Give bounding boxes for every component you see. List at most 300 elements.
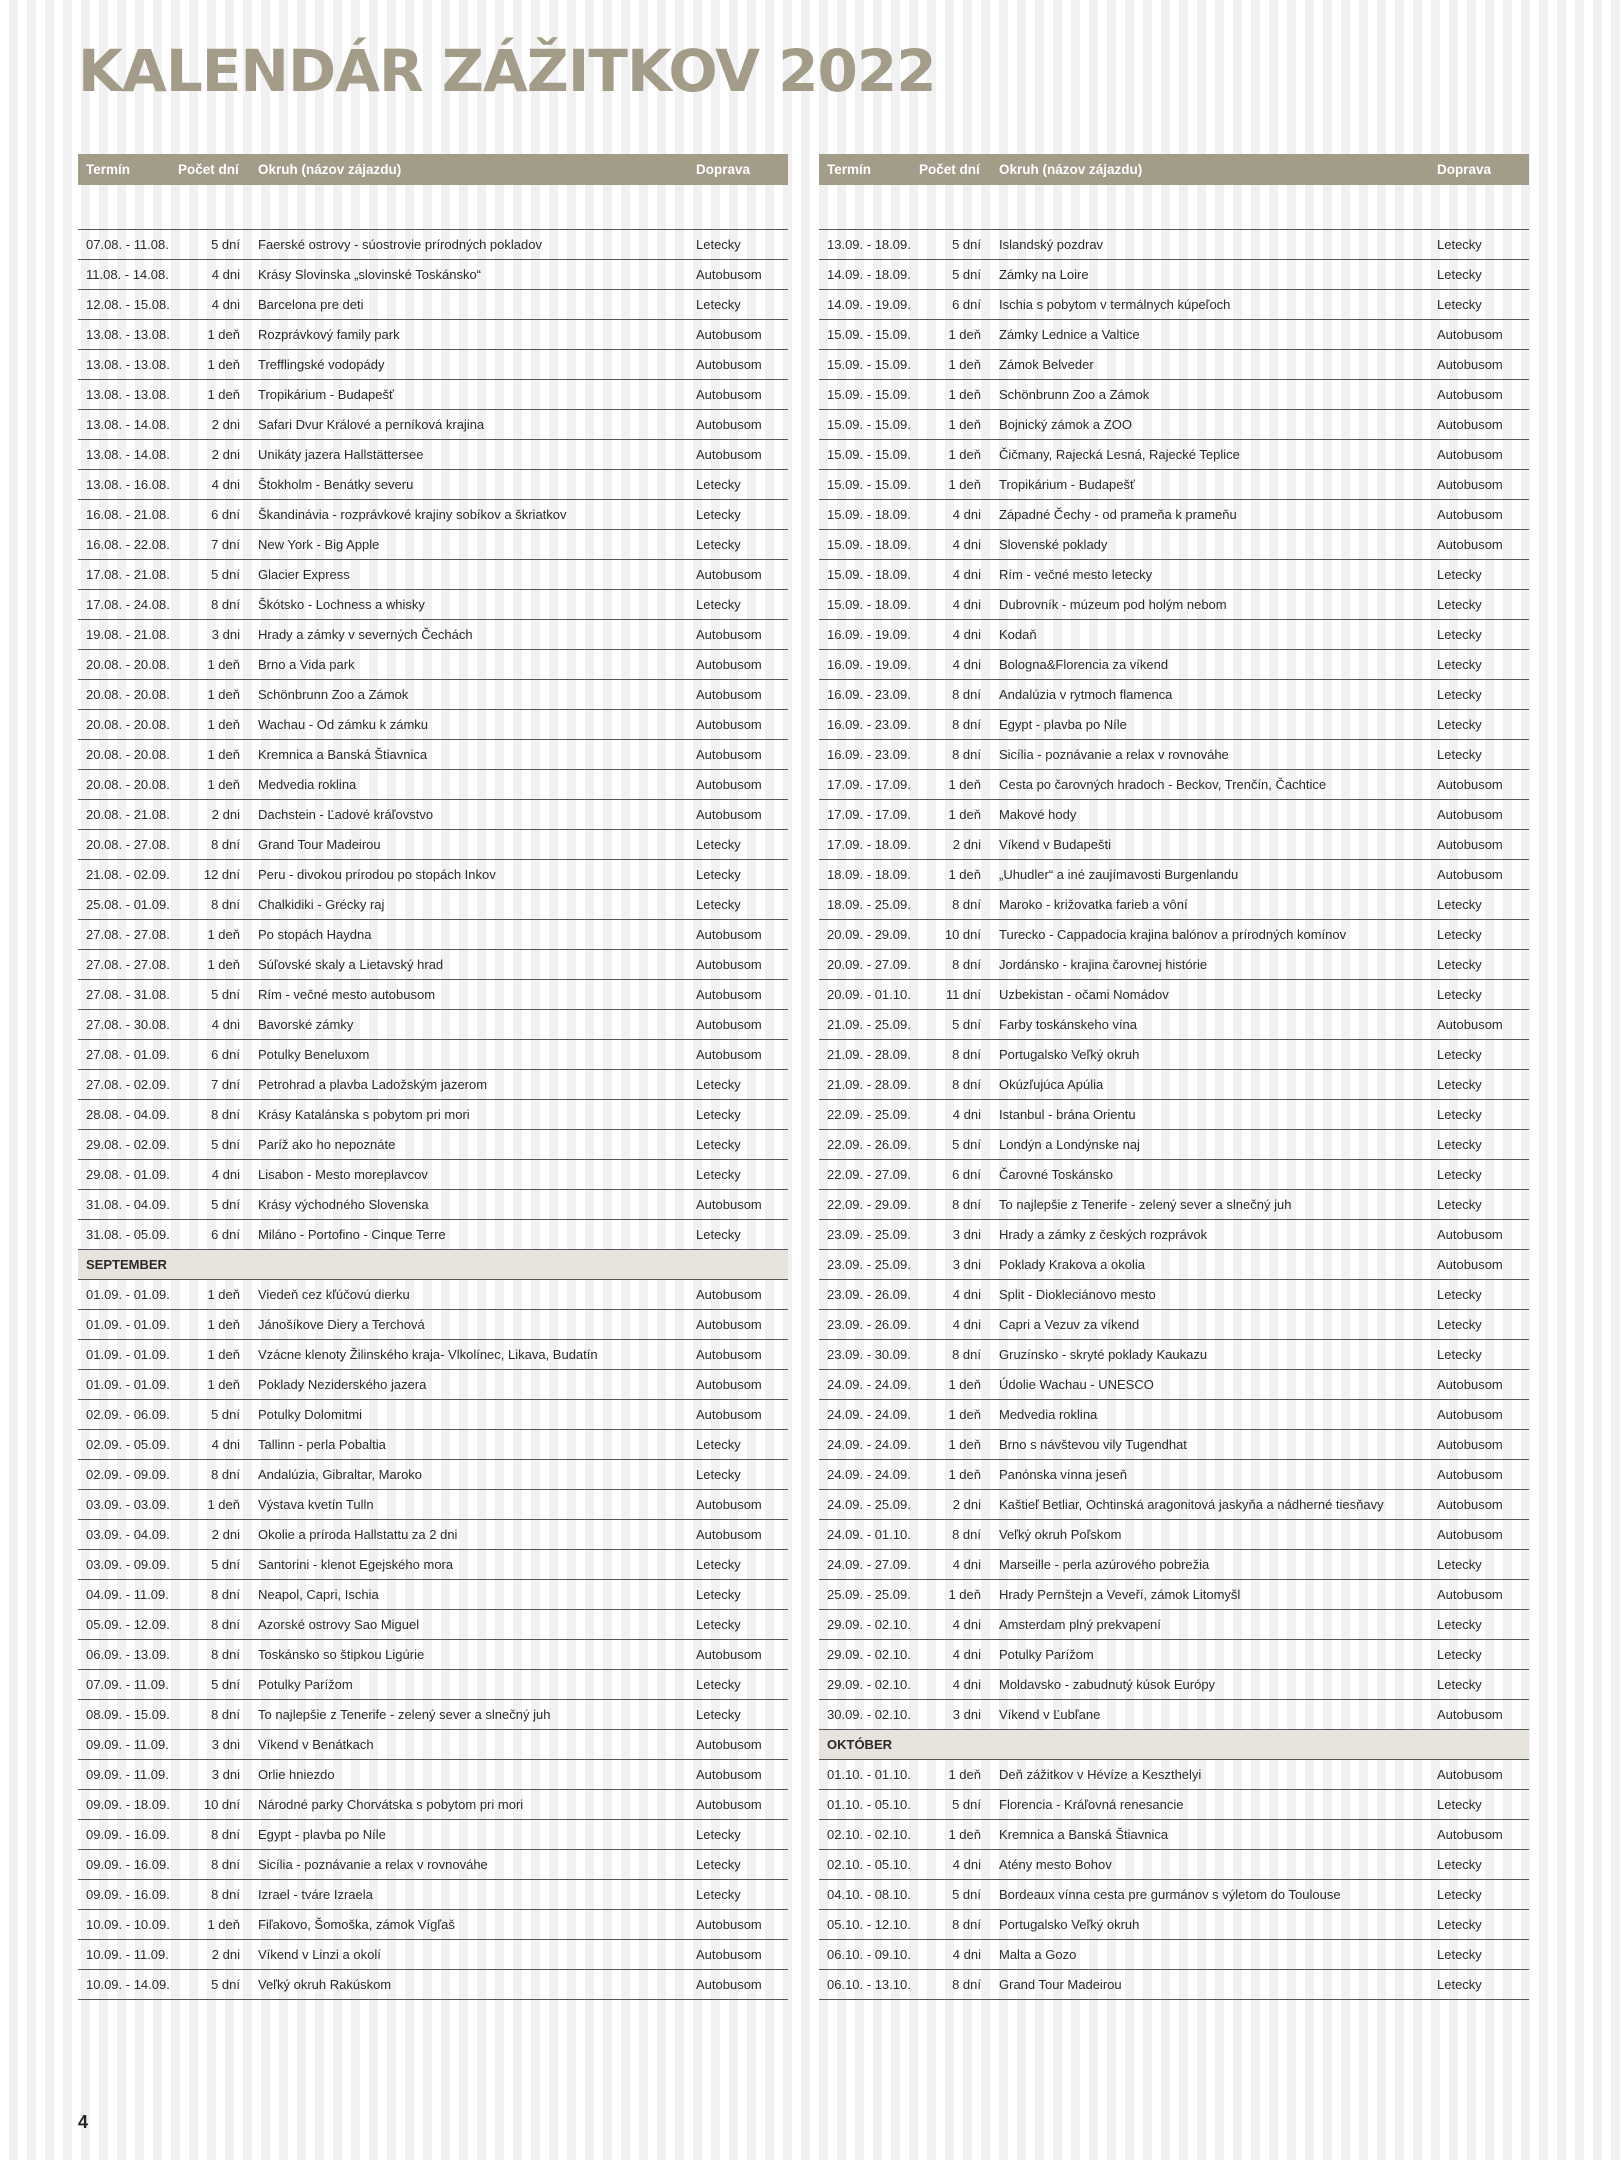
trip-name: Farby toskánskeho vína (999, 1017, 1138, 1032)
table-row (78, 1880, 788, 1910)
trip-duration: 2 dni (952, 1497, 981, 1512)
table-row (819, 1340, 1529, 1370)
trip-transport: Autobusom (696, 1047, 762, 1062)
trip-dates: 14.09. - 18.09. (827, 267, 911, 282)
trip-duration: 4 dni (211, 1017, 240, 1032)
trip-name: Potulky Dolomitmi (258, 1407, 363, 1422)
header-transport: Doprava (1437, 162, 1492, 177)
trip-transport: Autobusom (696, 807, 762, 822)
trip-duration: 5 dní (211, 1137, 240, 1152)
trip-duration: 4 dni (952, 1947, 981, 1962)
trip-dates: 30.09. - 02.10. (827, 1707, 911, 1722)
table-row (819, 1910, 1529, 1940)
trip-dates: 02.09. - 05.09. (86, 1437, 170, 1452)
trip-name: Údolie Wachau - UNESCO (999, 1377, 1154, 1392)
trip-dates: 13.08. - 16.08. (86, 477, 170, 492)
trip-name: Egypt - plavba po Níle (258, 1827, 386, 1842)
trip-dates: 20.08. - 21.08. (86, 807, 170, 822)
trip-name: Grand Tour Madeirou (258, 837, 381, 852)
trip-dates: 09.09. - 11.09. (86, 1737, 169, 1752)
trip-name: Andalúzia, Gibraltar, Maroko (258, 1467, 423, 1482)
trip-name: Glacier Express (258, 567, 350, 582)
trip-name: Dachstein - Ľadové kráľovstvo (258, 807, 434, 822)
table-row (78, 1700, 788, 1730)
trip-dates: 03.09. - 04.09. (86, 1527, 170, 1542)
trip-dates: 23.09. - 30.09. (827, 1347, 911, 1362)
trip-dates: 15.09. - 18.09. (827, 597, 911, 612)
trip-duration: 5 dní (211, 1197, 240, 1212)
trip-duration: 1 deň (207, 1917, 240, 1932)
trip-duration: 1 deň (207, 717, 240, 732)
trip-dates: 10.09. - 14.09. (86, 1977, 170, 1992)
trip-dates: 27.08. - 27.08. (86, 927, 170, 942)
table-row (819, 1010, 1529, 1040)
trip-duration: 1 deň (207, 1497, 240, 1512)
trip-transport: Letecky (1437, 237, 1482, 252)
trip-transport: Letecky (1437, 627, 1482, 642)
trip-name: Uzbekistan - očami Nomádov (999, 987, 1169, 1002)
table-row (78, 1820, 788, 1850)
trip-transport: Letecky (1437, 1647, 1482, 1662)
trip-dates: 21.09. - 25.09. (827, 1017, 911, 1032)
trip-dates: 04.09. - 11.09. (86, 1587, 169, 1602)
trip-transport: Autobusom (696, 627, 762, 642)
trip-transport: Autobusom (696, 777, 762, 792)
trip-dates: 09.09. - 11.09. (86, 1767, 169, 1782)
trip-transport: Letecky (1437, 1347, 1482, 1362)
trip-name: Poklady Neziderského jazera (258, 1377, 427, 1392)
trip-transport: Letecky (696, 1437, 741, 1452)
trip-name: Po stopách Haydna (258, 927, 372, 942)
trip-name: Štokholm - Benátky severu (258, 477, 414, 492)
trip-duration: 1 deň (207, 657, 240, 672)
trip-transport: Autobusom (696, 1977, 762, 1992)
trip-transport: Letecky (1437, 927, 1482, 942)
trip-name: Bojnický zámok a ZOO (999, 417, 1132, 432)
trip-name: Viedeň cez kľúčovú dierku (258, 1287, 410, 1302)
trip-duration: 8 dní (211, 1617, 240, 1632)
trip-name: Hrady Pernštejn a Veveří, zámok Litomyšl (999, 1587, 1241, 1602)
trip-transport: Autobusom (696, 657, 762, 672)
trip-dates: 20.09. - 01.10. (827, 987, 911, 1002)
section-header (78, 1250, 788, 1280)
trip-duration: 4 dni (952, 1107, 981, 1122)
table-row (78, 350, 788, 380)
trip-dates: 20.08. - 20.08. (86, 747, 170, 762)
trip-name: Medvedia roklina (258, 777, 357, 792)
trip-transport: Autobusom (696, 1647, 762, 1662)
trip-transport: Autobusom (696, 1947, 762, 1962)
table-row (78, 1220, 788, 1250)
table-row (819, 830, 1529, 860)
trip-duration: 4 dni (211, 1437, 240, 1452)
table-row (78, 1370, 788, 1400)
trip-name: Unikáty jazera Hallstättersee (258, 447, 424, 462)
trip-duration: 4 dni (211, 267, 240, 282)
trip-transport: Letecky (696, 537, 741, 552)
trip-duration: 6 dní (211, 1227, 240, 1242)
trip-dates: 20.08. - 27.08. (86, 837, 170, 852)
trip-dates: 15.09. - 15.09. (827, 477, 911, 492)
trip-duration: 3 dni (952, 1257, 981, 1272)
trip-dates: 24.09. - 24.09. (827, 1437, 911, 1452)
trip-transport: Letecky (1437, 1977, 1482, 1992)
trip-transport: Autobusom (1437, 1377, 1503, 1392)
trip-transport: Autobusom (1437, 837, 1503, 852)
trip-dates: 15.09. - 15.09. (827, 327, 911, 342)
trip-transport: Letecky (696, 1857, 741, 1872)
table-row (78, 1970, 788, 2000)
table-row (78, 1160, 788, 1190)
trip-dates: 27.08. - 27.08. (86, 957, 170, 972)
trip-name: Kodaň (999, 627, 1037, 642)
trip-transport: Letecky (1437, 1167, 1482, 1182)
table-row (819, 530, 1529, 560)
trip-dates: 15.09. - 18.09. (827, 567, 911, 582)
table-row (78, 440, 788, 470)
trip-transport: Autobusom (696, 1497, 762, 1512)
trip-duration: 8 dní (952, 1047, 981, 1062)
table-row (78, 500, 788, 530)
table-row (819, 1280, 1529, 1310)
trip-name: Fiľakovo, Šomoška, zámok Vígľaš (258, 1917, 455, 1932)
trip-name: Izrael - tváre Izraela (258, 1887, 373, 1902)
trip-name: Peru - divokou prírodou po stopách Inkov (258, 867, 496, 882)
table-row (819, 1700, 1529, 1730)
trip-dates: 21.08. - 02.09. (86, 867, 170, 882)
table-row (819, 1490, 1529, 1520)
trip-duration: 8 dní (952, 1347, 981, 1362)
trip-duration: 1 deň (207, 687, 240, 702)
trip-dates: 24.09. - 01.10. (827, 1527, 911, 1542)
trip-name: Rím - večné mesto letecky (999, 567, 1153, 582)
trip-transport: Letecky (696, 507, 741, 522)
trip-dates: 22.09. - 26.09. (827, 1137, 911, 1152)
trip-name: Cesta po čarovných hradoch - Beckov, Trenčín, Čachtice (999, 777, 1327, 792)
trip-dates: 16.08. - 21.08. (86, 507, 170, 522)
table-row (819, 1880, 1529, 1910)
trip-transport: Letecky (1437, 657, 1482, 672)
trip-transport: Letecky (696, 1107, 741, 1122)
trip-name: Miláno - Portofino - Cinque Terre (258, 1227, 446, 1242)
trip-dates: 23.09. - 26.09. (827, 1287, 911, 1302)
trip-dates: 29.08. - 02.09. (86, 1137, 170, 1152)
table-row (819, 380, 1529, 410)
trip-transport: Autobusom (1437, 1497, 1503, 1512)
trip-dates: 28.08. - 04.09. (86, 1107, 170, 1122)
trip-duration: 5 dní (952, 237, 981, 252)
trip-dates: 15.09. - 15.09. (827, 447, 911, 462)
trip-name: Bologna&Florencia za víkend (999, 657, 1169, 672)
table-row (78, 1040, 788, 1070)
trip-dates: 15.09. - 18.09. (827, 537, 911, 552)
trip-name: Neapol, Capri, Ischia (258, 1587, 379, 1602)
trip-name: Brno a Vida park (258, 657, 355, 672)
trip-transport: Letecky (1437, 1887, 1482, 1902)
trip-dates: 08.09. - 15.09. (86, 1707, 170, 1722)
table-row (78, 1100, 788, 1130)
trip-duration: 4 dni (952, 507, 981, 522)
table-row (819, 1040, 1529, 1070)
trip-transport: Autobusom (696, 1377, 762, 1392)
trip-name: Portugalsko Veľký okruh (999, 1917, 1140, 1932)
table-row (819, 1370, 1529, 1400)
trip-transport: Letecky (696, 867, 741, 882)
trip-duration: 4 dni (952, 597, 981, 612)
trip-transport: Autobusom (1437, 1227, 1503, 1242)
trip-name: Marseille - perla azúrového pobrežia (999, 1557, 1210, 1572)
trip-transport: Letecky (1437, 1107, 1482, 1122)
table-row (819, 920, 1529, 950)
trip-name: Petrohrad a plavba Ladožským jazerom (258, 1077, 488, 1092)
trip-name: Potulky Parížom (258, 1677, 353, 1692)
trip-duration: 1 deň (207, 747, 240, 762)
table-row (78, 1400, 788, 1430)
trip-duration: 8 dní (211, 1857, 240, 1872)
trip-name: Tropikárium - Budapešť (999, 477, 1135, 492)
trip-name: Kremnica a Banská Štiavnica (258, 747, 428, 762)
trip-dates: 21.09. - 28.09. (827, 1077, 911, 1092)
trip-dates: 31.08. - 05.09. (86, 1227, 170, 1242)
table-row (819, 1970, 1529, 2000)
trip-dates: 13.08. - 14.08. (86, 447, 170, 462)
trip-transport: Letecky (696, 1587, 741, 1602)
trip-name: New York - Big Apple (258, 537, 380, 552)
header-transport: Doprava (696, 162, 751, 177)
trip-duration: 3 dni (211, 1737, 240, 1752)
trip-duration: 1 deň (207, 327, 240, 342)
trip-name: Potulky Parížom (999, 1647, 1094, 1662)
trip-duration: 8 dní (211, 1107, 240, 1122)
table-row (819, 800, 1529, 830)
trip-name: Okolie a príroda Hallstattu za 2 dni (258, 1527, 458, 1542)
trip-duration: 2 dni (211, 417, 240, 432)
trip-transport: Letecky (696, 1467, 741, 1482)
trip-dates: 03.09. - 09.09. (86, 1557, 170, 1572)
table-row (78, 1490, 788, 1520)
section-label: OKTÓBER (827, 1737, 892, 1752)
trip-name: Chalkidiki - Grécky raj (258, 897, 385, 912)
table-row (819, 1820, 1529, 1850)
table-row (819, 560, 1529, 590)
trip-dates: 20.08. - 20.08. (86, 687, 170, 702)
trip-duration: 8 dní (952, 1977, 981, 1992)
table-body (819, 230, 1529, 2000)
trip-name: Lisabon - Mesto moreplavcov (258, 1167, 428, 1182)
trip-transport: Letecky (696, 477, 741, 492)
trip-name: Florencia - Kráľovná renesancie (999, 1797, 1184, 1812)
trip-transport: Autobusom (1437, 357, 1503, 372)
trip-transport: Letecky (1437, 1137, 1482, 1152)
table-row (819, 500, 1529, 530)
trip-dates: 27.08. - 31.08. (86, 987, 170, 1002)
trip-dates: 24.09. - 24.09. (827, 1407, 911, 1422)
trip-duration: 1 deň (948, 807, 981, 822)
trip-duration: 5 dní (211, 987, 240, 1002)
trip-dates: 02.09. - 06.09. (86, 1407, 170, 1422)
table-row (78, 1640, 788, 1670)
trip-dates: 09.09. - 18.09. (86, 1797, 170, 1812)
trip-duration: 4 dni (211, 477, 240, 492)
trip-transport: Letecky (696, 597, 741, 612)
table-row (819, 1640, 1529, 1670)
table-row (78, 950, 788, 980)
table-row (819, 590, 1529, 620)
trip-dates: 13.08. - 13.08. (86, 357, 170, 372)
table-row (78, 710, 788, 740)
trip-dates: 29.09. - 02.10. (827, 1617, 911, 1632)
trip-dates: 20.08. - 20.08. (86, 717, 170, 732)
trip-duration: 5 dní (211, 1407, 240, 1422)
trip-transport: Autobusom (696, 687, 762, 702)
trip-transport: Letecky (1437, 597, 1482, 612)
table-row (78, 260, 788, 290)
table-row (78, 650, 788, 680)
trip-dates: 16.09. - 19.09. (827, 657, 911, 672)
trip-dates: 27.08. - 02.09. (86, 1077, 170, 1092)
trip-name: Capri a Vezuv za víkend (999, 1317, 1140, 1332)
table-row (78, 470, 788, 500)
table-row (819, 1430, 1529, 1460)
trip-duration: 4 dni (952, 567, 981, 582)
trip-name: Výstava kvetín Tulln (258, 1497, 374, 1512)
table-row (819, 320, 1529, 350)
trip-transport: Letecky (696, 1077, 741, 1092)
table-row (819, 770, 1529, 800)
trip-duration: 5 dní (952, 1137, 981, 1152)
trip-duration: 3 dni (952, 1707, 981, 1722)
trip-dates: 24.09. - 27.09. (827, 1557, 911, 1572)
trip-transport: Letecky (1437, 1197, 1482, 1212)
table-row (78, 1070, 788, 1100)
table-row (78, 1790, 788, 1820)
header-spacer (78, 185, 788, 230)
trip-transport: Autobusom (1437, 417, 1503, 432)
table-row (819, 1520, 1529, 1550)
trip-name: Západné Čechy - od prameňa k prameňu (999, 507, 1237, 522)
trip-dates: 02.10. - 02.10. (827, 1827, 911, 1842)
trip-dates: 01.10. - 05.10. (827, 1797, 911, 1812)
trip-dates: 25.09. - 25.09. (827, 1587, 911, 1602)
trip-duration: 1 deň (948, 1467, 981, 1482)
table-row (78, 1190, 788, 1220)
trip-name: Sicília - poznávanie a relax v rovnováhe (999, 747, 1229, 762)
trip-dates: 29.09. - 02.10. (827, 1677, 911, 1692)
table-row (819, 740, 1529, 770)
trip-transport: Letecky (696, 1887, 741, 1902)
trip-transport: Autobusom (1437, 807, 1503, 822)
trip-dates: 17.09. - 17.09. (827, 777, 911, 792)
trip-dates: 21.09. - 28.09. (827, 1047, 911, 1062)
trip-duration: 3 dni (211, 627, 240, 642)
trip-name: Zámky Lednice a Valtice (999, 327, 1140, 342)
trip-duration: 7 dní (211, 537, 240, 552)
trip-duration: 6 dní (952, 1167, 981, 1182)
table-header (819, 154, 1529, 185)
trip-transport: Autobusom (696, 1767, 762, 1782)
table-row (819, 1580, 1529, 1610)
trip-duration: 2 dni (211, 807, 240, 822)
trip-duration: 1 deň (948, 327, 981, 342)
trip-duration: 1 deň (207, 387, 240, 402)
table-row (819, 1190, 1529, 1220)
trip-name: Potulky Beneluxom (258, 1047, 370, 1062)
trip-transport: Letecky (696, 1707, 741, 1722)
trip-dates: 10.09. - 10.09. (86, 1917, 170, 1932)
trip-duration: 8 dní (952, 1197, 981, 1212)
trip-transport: Autobusom (696, 387, 762, 402)
trip-name: Hrady a zámky v severných Čechách (258, 627, 473, 642)
trip-dates: 16.09. - 19.09. (827, 627, 911, 642)
trip-dates: 13.08. - 14.08. (86, 417, 170, 432)
table-row (819, 1760, 1529, 1790)
trip-dates: 20.08. - 20.08. (86, 777, 170, 792)
trip-transport: Autobusom (1437, 1767, 1503, 1782)
table-row (819, 440, 1529, 470)
trip-transport: Autobusom (696, 267, 762, 282)
table-row (819, 1670, 1529, 1700)
header-date: Termín (827, 162, 872, 177)
trip-dates: 22.09. - 25.09. (827, 1107, 911, 1122)
trip-dates: 09.09. - 16.09. (86, 1827, 170, 1842)
trip-name: Malta a Gozo (999, 1947, 1077, 1962)
trip-dates: 13.09. - 18.09. (827, 237, 911, 252)
table-row (78, 590, 788, 620)
trip-transport: Autobusom (696, 747, 762, 762)
page-number: 4 (78, 2112, 89, 2132)
table-row (819, 260, 1529, 290)
table-row (78, 530, 788, 560)
trip-transport: Autobusom (1437, 1017, 1503, 1032)
trip-duration: 12 dní (203, 867, 240, 882)
trip-transport: Letecky (1437, 987, 1482, 1002)
trip-dates: 10.09. - 11.09. (86, 1947, 169, 1962)
trip-duration: 5 dní (952, 1887, 981, 1902)
trip-name: Schönbrunn Zoo a Zámok (258, 687, 409, 702)
trip-name: Slovenské poklady (999, 537, 1108, 552)
table-header (78, 154, 788, 185)
trip-name: Veľký okruh Rakúskom (258, 1977, 392, 1992)
trip-dates: 01.10. - 01.10. (827, 1767, 911, 1782)
trip-duration: 1 deň (948, 1767, 981, 1782)
trip-transport: Letecky (1437, 1317, 1482, 1332)
trip-duration: 1 deň (948, 447, 981, 462)
trip-duration: 8 dní (952, 957, 981, 972)
trip-transport: Autobusom (696, 1797, 762, 1812)
trip-duration: 4 dni (211, 297, 240, 312)
trip-duration: 1 deň (207, 357, 240, 372)
trip-duration: 4 dni (952, 627, 981, 642)
trip-name: Rím - večné mesto autobusom (258, 987, 436, 1002)
trip-name: Víkend v Budapešti (999, 837, 1112, 852)
trip-duration: 5 dní (952, 1017, 981, 1032)
trip-duration: 1 deň (207, 777, 240, 792)
trip-dates: 15.09. - 18.09. (827, 507, 911, 522)
trip-dates: 06.09. - 13.09. (86, 1647, 170, 1662)
trip-transport: Autobusom (1437, 1257, 1503, 1272)
trip-name: Split - Diokleciánovo mesto (999, 1287, 1156, 1302)
trip-transport: Letecky (696, 1557, 741, 1572)
trip-transport: Autobusom (1437, 1827, 1503, 1842)
trip-name: Trefflingské vodopády (258, 357, 385, 372)
trip-name: Medvedia roklina (999, 1407, 1098, 1422)
trip-duration: 4 dni (952, 1617, 981, 1632)
trip-duration: 4 dni (952, 1677, 981, 1692)
trip-dates: 17.08. - 21.08. (86, 567, 170, 582)
trip-name: Zámok Belveder (999, 357, 1094, 372)
trip-dates: 06.10. - 13.10. (827, 1977, 911, 1992)
trip-duration: 1 deň (948, 357, 981, 372)
